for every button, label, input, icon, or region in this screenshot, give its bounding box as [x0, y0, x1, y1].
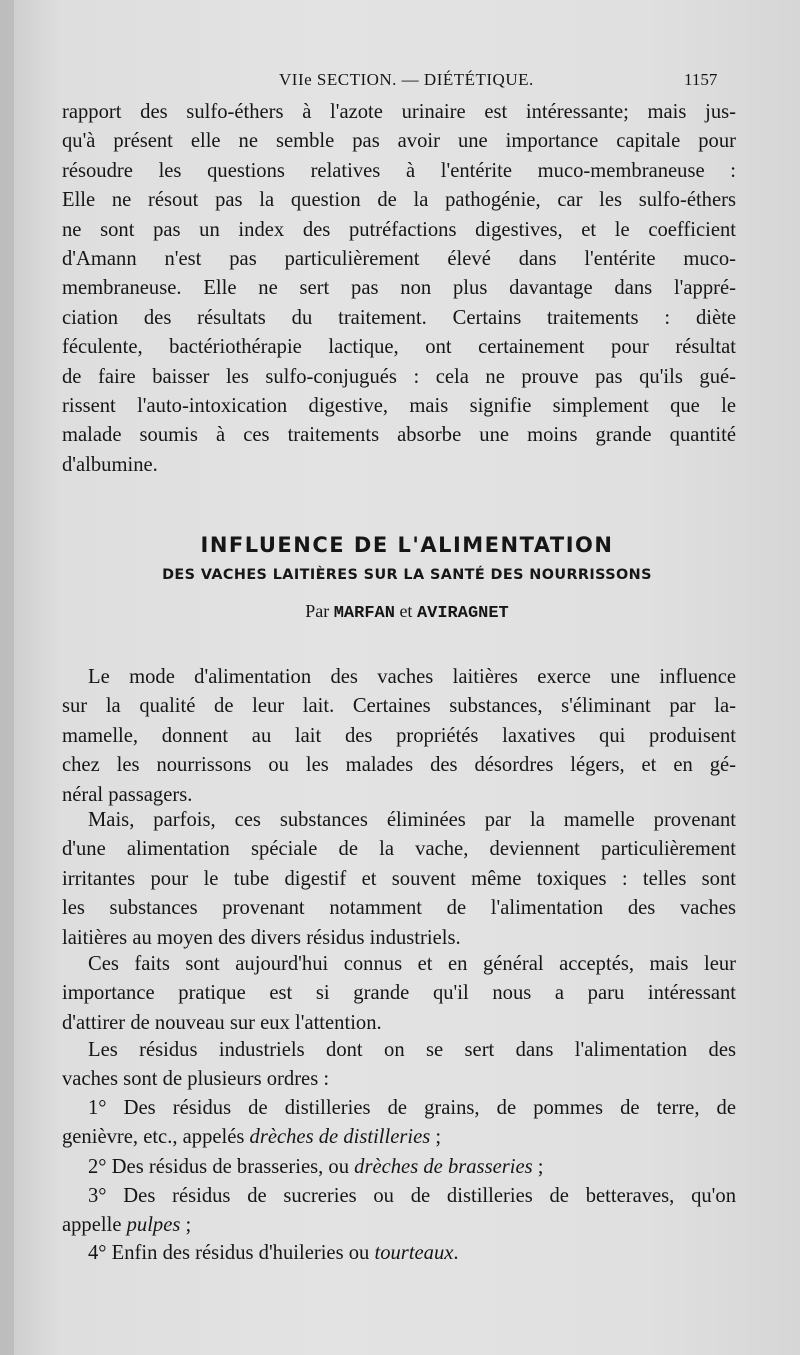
text-line: 1° Des résidus de distilleries de grains, de pommes de terre, de: [88, 1097, 736, 1119]
text-line: vaches sont de plusieurs ordres :: [62, 1068, 330, 1091]
paragraph: [62, 663, 736, 810]
text-line: Ces faits sont aujourd'hui connus et en général acceptés, mais leur: [88, 953, 736, 975]
italic-term: pulpes: [126, 1214, 181, 1237]
article-title: INFLUENCE DE L'ALIMENTATION: [200, 533, 614, 557]
paragraph: [62, 1036, 736, 1095]
book-page: [14, 0, 800, 1355]
text-line: Les résidus industriels dont on se sert dans l'alimentation des: [88, 1039, 736, 1061]
byline-prefix: Par: [305, 601, 330, 621]
text-line: d'Amann n'est pas particulièrement élevé dans l'entérite muco-: [62, 247, 736, 270]
text-line: 4° Enfin des résidus d'huileries ou tourteaux.: [88, 1242, 459, 1264]
text-line: de faire baisser les sulfo-conjugués : cela ne prouve pas qu'ils gué-: [62, 365, 736, 388]
list-item: [62, 1239, 736, 1268]
italic-term: tourteaux: [374, 1242, 454, 1264]
italic-term: drèches de distilleries: [249, 1126, 431, 1149]
paragraph: [62, 806, 736, 953]
text-line: ciation des résultats du traitement. Certains traitements : diète: [62, 306, 736, 329]
list-item: [62, 1182, 736, 1241]
article-byline: [14, 601, 800, 623]
text-line: féculente, bactériothérapie lactique, ont certainement pour résultat: [62, 336, 736, 359]
text-line: sur la qualité de leur lait. Certaines substances, s'éliminant par la-: [62, 695, 736, 718]
author-name: MARFAN: [333, 604, 395, 623]
text-line: Elle ne résout pas la question de la pathogénie, car les sulfo-éthers: [62, 189, 736, 212]
text-line: rapport des sulfo-éthers à l'azote urinaire est intéressante; mais jus-: [62, 101, 736, 123]
text-line: mamelle, donnent au lait des propriétés laxatives qui produisent: [62, 724, 736, 747]
text-line: résoudre les questions relatives à l'entérite muco-membraneuse :: [62, 159, 736, 182]
text-line: appelle pulpes ;: [62, 1214, 192, 1237]
text-line: ne sont pas un index des putréfactions digestives, et le coefficient: [62, 218, 736, 241]
paragraph: [62, 950, 736, 1038]
text-line: rissent l'auto-intoxication digestive, mais signifie simplement que le: [62, 394, 736, 417]
text-line: néral passagers.: [62, 783, 193, 806]
section-title: VIIe SECTION. — DIÉTÉTIQUE.: [279, 70, 534, 89]
text-line: d'une alimentation spéciale de la vache, deviennent particulièrement: [62, 838, 736, 861]
text-line: malade soumis à ces traitements absorbe une moins grande quantité: [62, 424, 736, 447]
byline-conjunction: et: [399, 601, 413, 621]
text-line: les substances provenant notamment de l'alimentation des vaches: [62, 897, 736, 920]
text-line: 3° Des résidus de sucreries ou de distilleries de betteraves, qu'on: [88, 1185, 736, 1207]
list-item: [62, 1153, 736, 1182]
text-line: Le mode d'alimentation des vaches laitières exerce une influence: [88, 666, 736, 688]
page-number: 1157: [684, 70, 718, 89]
text-line: d'attirer de nouveau sur eux l'attention.: [62, 1011, 382, 1034]
text-line: qu'à présent elle ne semble pas avoir une importance capitale pour: [62, 130, 736, 153]
text-line: membraneuse. Elle ne sert pas non plus davantage dans l'appré-: [62, 277, 736, 300]
text-line: importance pratique est si grande qu'il nous a paru intéressant: [62, 982, 736, 1005]
article-subtitle: DES VACHES LAITIÈRES SUR LA SANTÉ DES NOURRISSONS: [162, 567, 652, 583]
running-head: [14, 70, 800, 94]
text-line: irritantes pour le tube digestif et souvent même toxiques : telles sont: [62, 867, 736, 890]
list-item: [62, 1094, 736, 1153]
paragraph-continued: [62, 98, 736, 480]
text-line: chez les nourrissons ou les malades des désordres légers, et en gé-: [62, 754, 736, 777]
text-line: laitières au moyen des divers résidus industriels.: [62, 926, 461, 949]
text-line: 2° Des résidus de brasseries, ou drèches de brasseries ;: [88, 1156, 544, 1178]
italic-term: drèches de brasseries: [354, 1156, 533, 1178]
text-line: Mais, parfois, ces substances éliminées par la mamelle provenant: [88, 809, 736, 831]
text-line: genièvre, etc., appelés drèches de distilleries ;: [62, 1126, 442, 1149]
text-line: d'albumine.: [62, 453, 158, 476]
author-name: AVIRAGNET: [416, 604, 509, 623]
